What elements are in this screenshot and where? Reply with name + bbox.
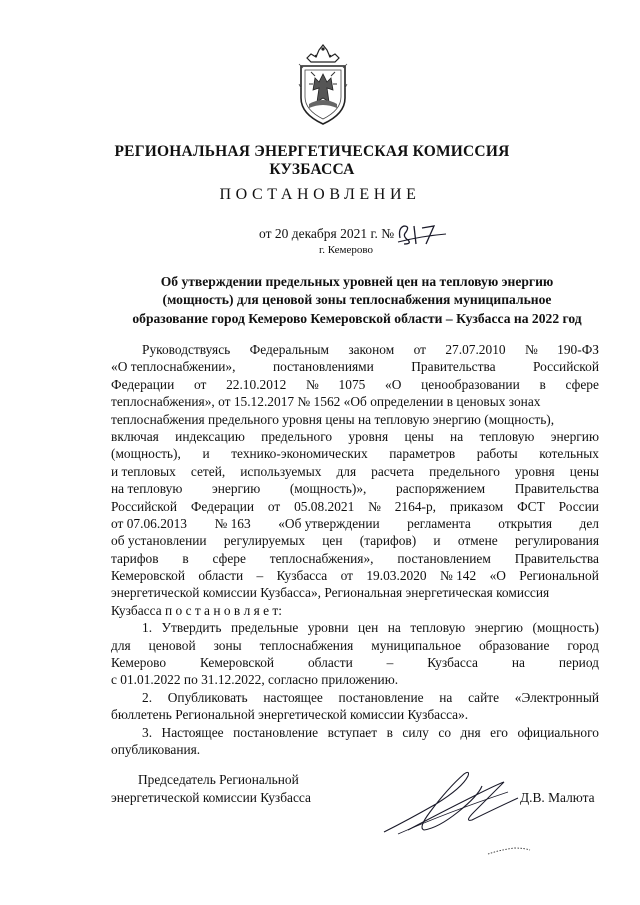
body-line: теплоснабжения», от 15.12.2017 № 1562 «Об определении в ценовых зонах <box>111 394 541 410</box>
body-word: 2. <box>142 689 153 705</box>
body-word: 22.10.2012 <box>226 376 287 392</box>
body-word: уровня <box>514 463 555 479</box>
body-word: Опубликовать <box>167 689 248 705</box>
body-word: на <box>511 655 525 671</box>
body-word: ценовой <box>148 637 196 653</box>
body-word: «О теплоснабжении», <box>111 359 236 375</box>
city: г. Кемерово <box>318 244 374 256</box>
body-word: – <box>386 655 394 671</box>
body-word: для <box>336 463 357 479</box>
body-word: цен <box>358 620 379 636</box>
body-word: № <box>524 342 538 357</box>
body-word: «О <box>489 568 506 584</box>
body-line: теплоснабжения предельного уровня цены на тепловую энергию (мощность), <box>111 411 555 427</box>
body-line: бюллетень Региональной энергетической комиссии Кузбасса». <box>111 707 469 723</box>
organization-name-region: КУЗБАССА <box>269 161 355 178</box>
body-word: в <box>539 376 546 392</box>
body-line <box>111 567 599 584</box>
body-word: распоряжением <box>396 481 486 497</box>
body-word: уровни <box>307 620 349 636</box>
body-word: на <box>450 428 464 444</box>
body-word: дня <box>460 724 481 740</box>
body-word: открытия <box>498 515 553 531</box>
body-word: Федерации <box>111 376 175 392</box>
body-word: Кузбасса <box>427 655 478 671</box>
body-word: используемых <box>240 463 322 479</box>
body-word: № <box>306 376 319 392</box>
body-word: – <box>256 568 264 584</box>
body-line <box>111 532 599 549</box>
body-word: Кузбасса <box>276 568 328 584</box>
decree-title-line: Об утверждении предельных уровней цен на тепловую энергию <box>160 274 554 289</box>
body-line: энергетической комиссии Кузбасса», Региональная энергетическая комиссия <box>111 585 550 601</box>
body-word: тепловую <box>479 428 535 444</box>
body-line <box>111 445 599 462</box>
handwritten-signature <box>378 768 538 876</box>
body-word: № 142 <box>439 568 477 584</box>
body-line <box>111 724 599 741</box>
body-word: Правительства <box>411 359 496 375</box>
body-word: от <box>193 376 207 392</box>
body-word: постановление <box>338 689 424 705</box>
body-word: № <box>368 498 381 514</box>
body-word: включая <box>111 428 159 444</box>
body-word: для <box>111 637 131 653</box>
body-word: Правительства <box>514 481 599 497</box>
body-line <box>111 619 599 636</box>
body-word: котельных <box>539 446 599 462</box>
decree-title-line: (мощность) для ценовой зоны теплоснабжения муниципальное <box>162 292 552 307</box>
body-word: Кемеровской <box>200 655 275 671</box>
body-word: предельного <box>261 428 333 444</box>
body-word: со <box>438 724 452 740</box>
body-word: области <box>307 655 353 671</box>
body-word: энергию <box>550 428 599 444</box>
body-word: Настоящее <box>161 724 224 740</box>
body-word: силу <box>402 724 429 740</box>
signatory-position: Председатель Региональной <box>138 772 299 787</box>
body-word: технико-экономических <box>231 446 368 462</box>
body-word: России <box>558 498 599 514</box>
body-word: об установлении <box>111 533 207 549</box>
body-line <box>111 550 599 567</box>
body-word: и <box>433 533 441 549</box>
body-word: настоящее <box>263 689 323 705</box>
body-word: и тепловых <box>111 463 176 479</box>
body-word: уровня <box>348 428 389 444</box>
body-word: Утвердить <box>161 620 222 636</box>
body-word: от <box>340 568 353 584</box>
body-word: период <box>558 655 599 671</box>
body-word: 1075 <box>338 376 366 392</box>
body-word: Региональной <box>519 568 599 584</box>
body-line <box>111 358 599 375</box>
document-type: ПОСТАНОВЛЕНИЕ <box>219 186 421 203</box>
decree-date: от 20 декабря 2021 г. № <box>259 226 395 241</box>
body-word: 1. <box>142 620 153 636</box>
body-word: 2164-р, <box>394 498 437 514</box>
body-line <box>111 654 599 671</box>
body-word: постановлением <box>397 550 491 566</box>
body-word: «Об утверждении <box>278 515 380 531</box>
body-word: и <box>202 446 210 462</box>
body-line <box>111 689 599 706</box>
body-line <box>111 498 599 515</box>
body-word: предельные <box>231 620 299 636</box>
body-word: расчета <box>371 463 415 479</box>
body-word: на <box>439 689 453 705</box>
body-word: теплоснабжения», <box>269 550 374 566</box>
handwritten-number <box>396 220 448 246</box>
body-line <box>111 341 599 358</box>
body-word: тарифов <box>111 550 159 566</box>
body-line <box>111 515 599 532</box>
body-line <box>111 376 599 393</box>
body-word: № 163 <box>214 515 251 531</box>
body-word: Правительства <box>514 550 599 566</box>
body-word: сетей, <box>190 463 226 479</box>
body-word: энергию <box>212 481 261 497</box>
body-word: зоны <box>213 637 242 653</box>
body-word: Федерации <box>190 498 255 514</box>
body-word: 27.07.2010 <box>445 342 506 357</box>
body-word: Руководствуясь <box>142 342 231 357</box>
body-word: сайте <box>468 689 500 705</box>
decree-body <box>111 341 599 758</box>
body-word: официального <box>517 724 599 740</box>
body-word: 3. <box>142 724 153 740</box>
body-line <box>111 480 599 497</box>
body-word: (мощность)», <box>289 481 367 497</box>
body-word: 19.03.2020 <box>366 568 427 584</box>
body-word: области <box>198 568 244 584</box>
body-word: тепловую <box>410 620 466 636</box>
body-word: Кемерово <box>111 655 167 671</box>
body-word: муниципальное <box>371 637 462 653</box>
signatory-position: энергетической комиссии Кузбасса <box>111 790 311 805</box>
body-word: цены <box>404 428 434 444</box>
body-word: теплоснабжения <box>259 637 354 653</box>
body-word: в <box>386 724 393 740</box>
body-word: отмене <box>457 533 498 549</box>
body-word: энергию <box>474 620 523 636</box>
body-word: Российской <box>533 359 599 375</box>
body-word: от <box>413 342 426 357</box>
body-word: предельного <box>429 463 500 479</box>
decree-title-line: образование город Кемерово Кемеровской области – Кузбасса на 2022 год <box>132 311 582 326</box>
body-word: постановление <box>233 724 319 740</box>
body-word: параметров <box>389 446 456 462</box>
body-word: (тарифов) <box>359 533 417 549</box>
body-word: ФСТ <box>517 498 545 514</box>
body-word: индексацию <box>175 428 245 444</box>
body-line: с 01.01.2022 по 31.12.2022, согласно приложению. <box>111 672 399 688</box>
body-word: его <box>490 724 508 740</box>
body-line: Кузбасса п о с т а н о в л я е т: <box>111 602 282 618</box>
body-line <box>111 428 599 445</box>
body-word: (мощность) <box>532 620 599 636</box>
body-word: «О <box>385 376 402 392</box>
body-word: в <box>182 550 189 566</box>
body-word: «Электронный <box>514 689 599 705</box>
body-word: от <box>267 498 281 514</box>
body-word: регулируемых <box>223 533 306 549</box>
body-line <box>111 637 599 654</box>
body-word: цены <box>569 463 599 479</box>
body-word: Кемеровской <box>111 568 186 584</box>
body-word: от 07.06.2013 <box>111 515 187 531</box>
body-word: сфере <box>565 376 599 392</box>
coat-of-arms-emblem <box>297 44 349 128</box>
body-word: 190-ФЗ <box>557 342 599 357</box>
body-word: вступает <box>327 724 378 740</box>
body-word: на <box>387 620 401 636</box>
body-line <box>111 463 599 480</box>
body-word: законом <box>348 342 395 357</box>
body-word: регулирования <box>514 533 599 549</box>
body-word: цен <box>322 533 343 549</box>
body-word: регламента <box>407 515 471 531</box>
body-word: город <box>567 637 599 653</box>
body-word: 05.08.2021 <box>294 498 355 514</box>
body-word: Федеральным <box>249 342 329 357</box>
body-word: приказом <box>449 498 504 514</box>
body-word: (мощность), <box>111 446 181 462</box>
body-word: Российской <box>111 498 177 514</box>
body-word: работы <box>476 446 518 462</box>
body-line: опубликования. <box>111 741 201 757</box>
organization-name: РЕГИОНАЛЬНАЯ ЭНЕРГЕТИЧЕСКАЯ КОМИССИЯ <box>114 143 510 160</box>
body-word: постановлениями <box>272 359 374 375</box>
body-word: образование <box>478 637 550 653</box>
signatory-name: Д.В. Малюта <box>520 790 595 805</box>
body-word: дел <box>579 515 599 531</box>
body-word: на тепловую <box>111 481 183 497</box>
body-word: сфере <box>212 550 246 566</box>
body-word: ценообразовании <box>421 376 520 392</box>
